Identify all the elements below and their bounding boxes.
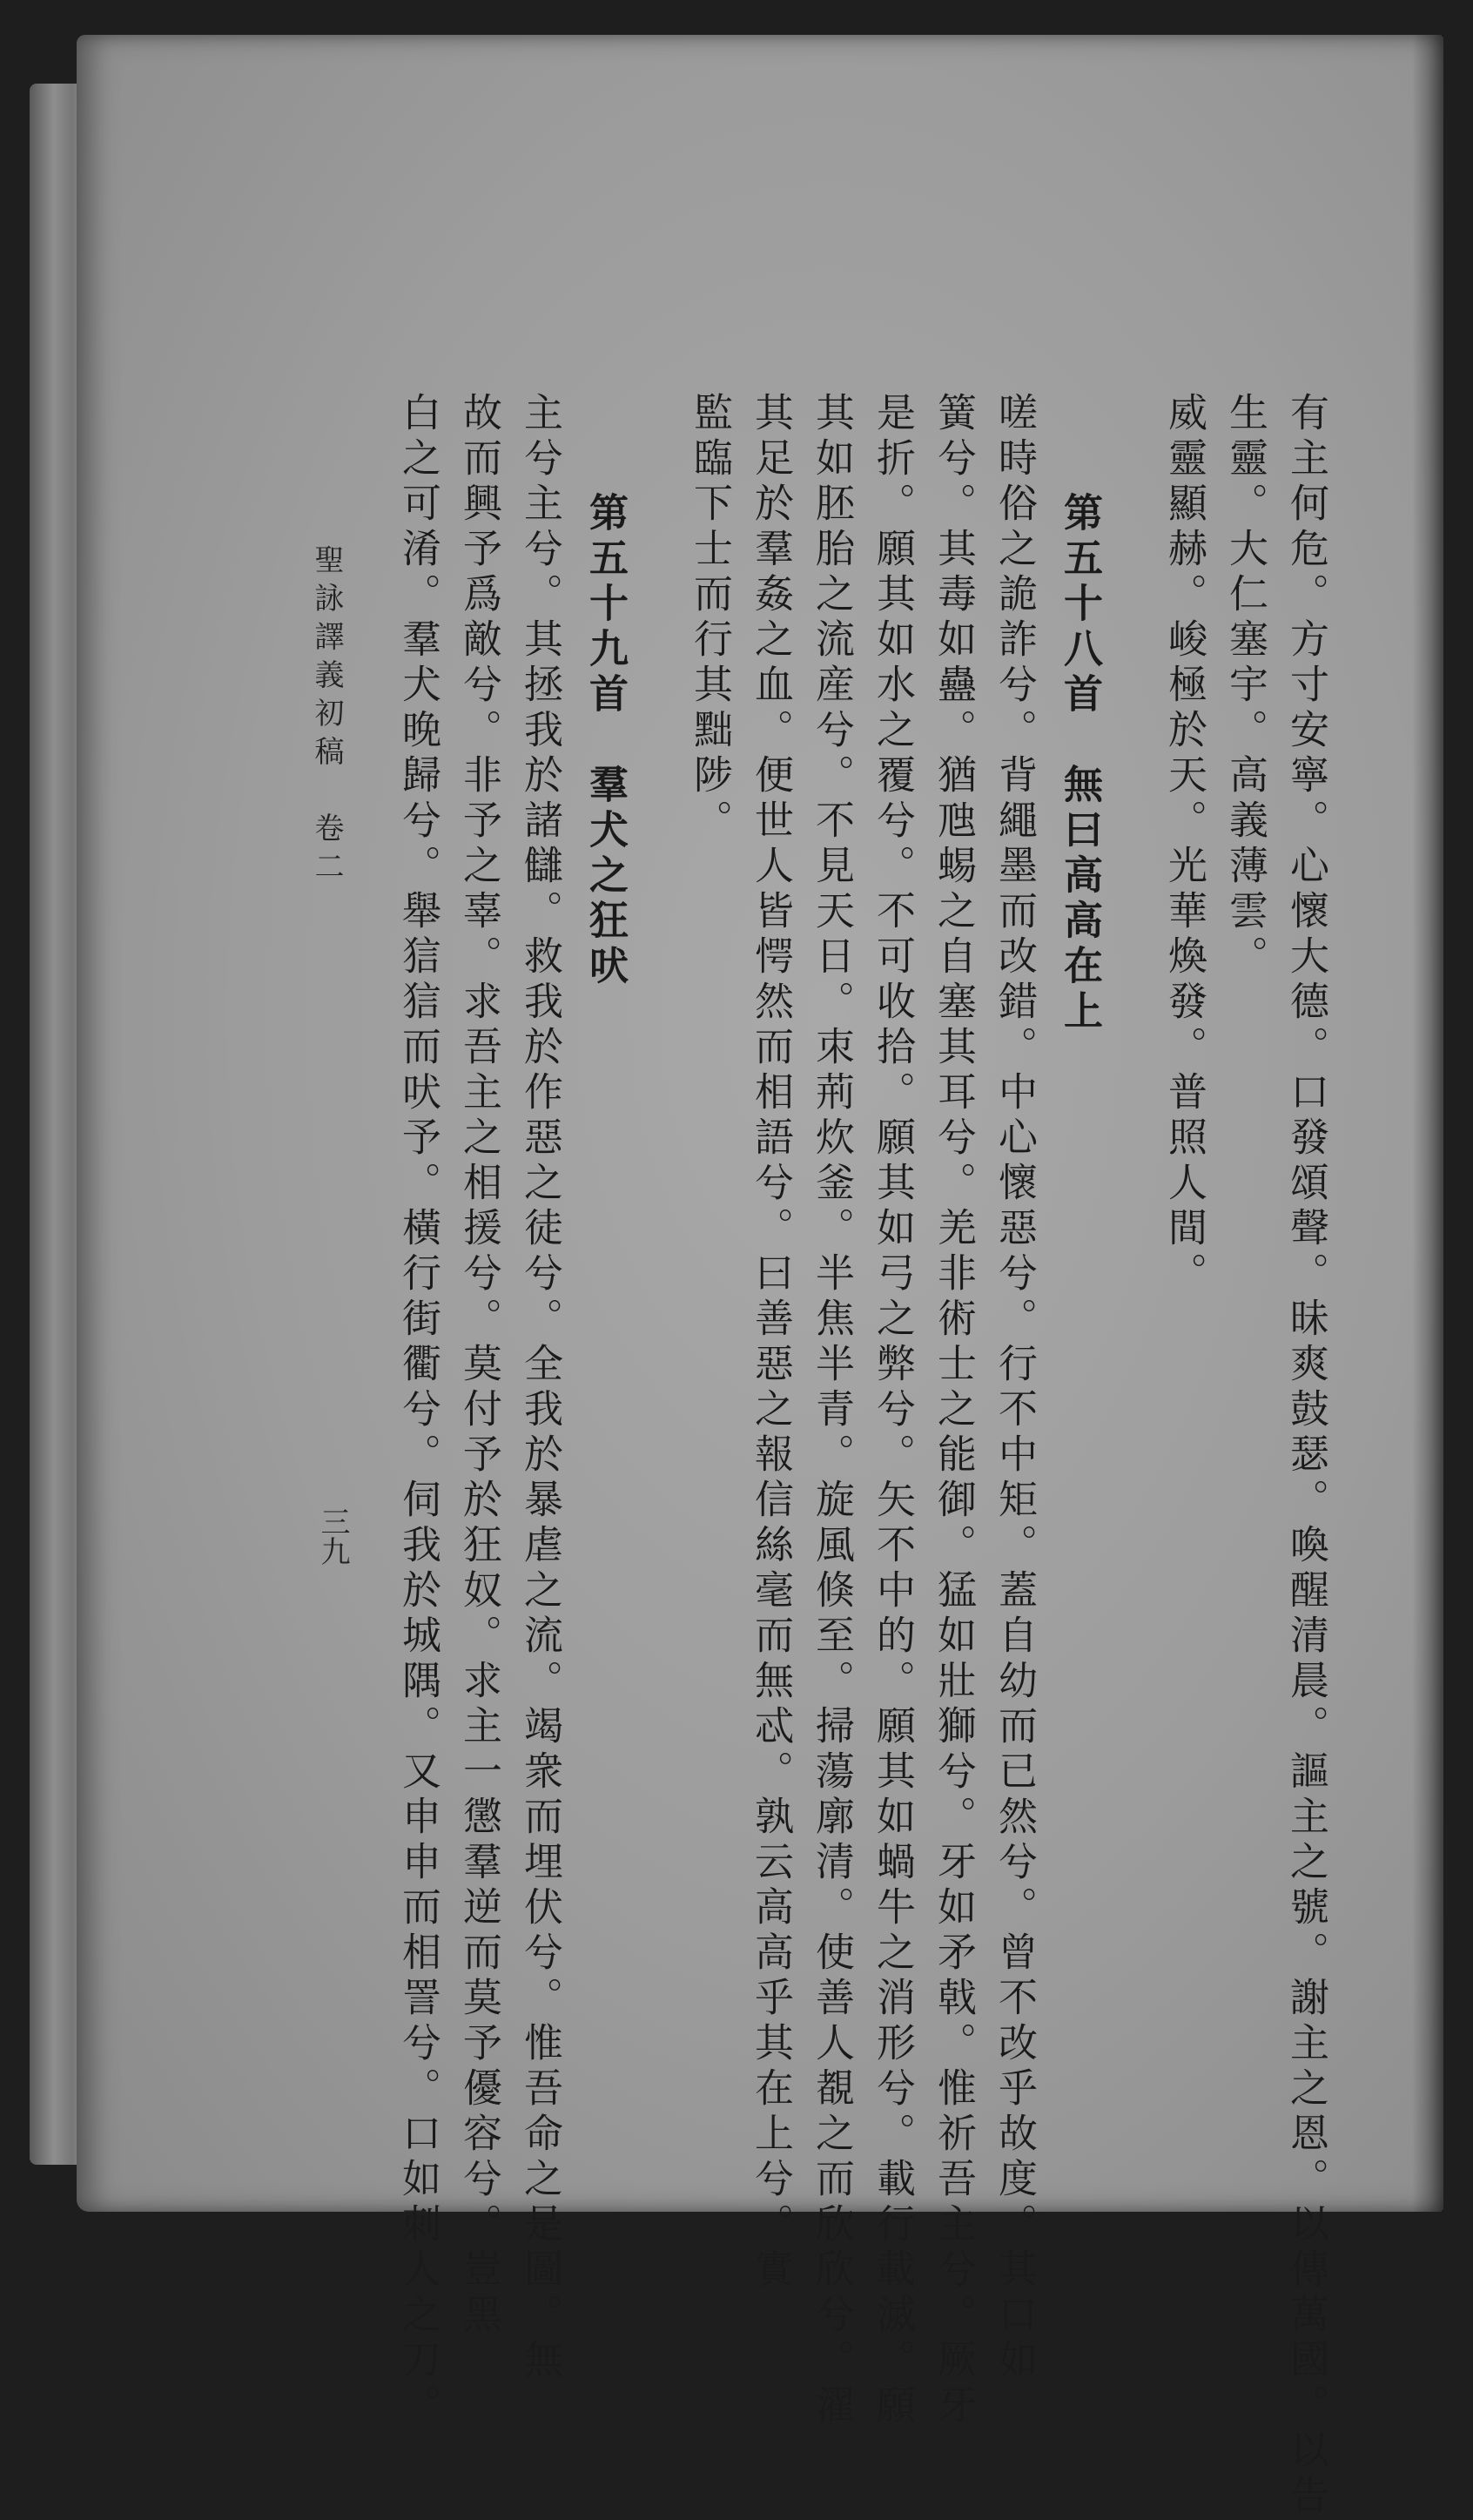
poem57-line-2: 生靈。大仁塞宇。高義薄雲。	[1222, 392, 1268, 980]
poem58-line-3: 是折。願其如水之覆兮。不可收拾。願其如弓之弊兮。矢不中的。願其如蝸牛之消形兮。載行載滅。願	[870, 392, 916, 2429]
poem59-line-1: 主兮主兮。其拯我於諸讎。救我於作惡之徒兮。全我於暴虐之流。竭衆而埋伏兮。惟吾命之是圖。無	[517, 392, 563, 2384]
poem58-line-2: 簧兮。其毒如蠱。猶虺蜴之自塞其耳兮。羌非術士之能御。猛如壯獅兮。牙如矛戟。惟祈吾主兮。厥牙	[931, 392, 977, 2429]
poem58-line-6: 監臨下士而行其黜陟。	[687, 392, 733, 845]
poem58-line-4: 其如胚胎之流産兮。不見天日。朿荊炊釜。半焦半青。旋風倏至。掃蕩廓清。使善人覩之而欣欣兮。濯	[809, 392, 855, 2429]
poem57-line-3: 威靈顯赫。峻極於天。光華煥發。普照人間。	[1161, 392, 1207, 1297]
running-title: 聖詠譯義初稿 卷二	[309, 544, 344, 889]
page-gutter-shadow	[1412, 35, 1443, 2212]
poem58-line-5: 其足於羣姦之血。便世人皆愕然而相語兮。曰善惡之報信絲毫而無忒。孰云高高乎其在上兮。實	[748, 392, 794, 2294]
poem57-line-1: 有主何危。方寸安寧。心懷大德。口發頌聲。昧爽鼓瑟。喚醒清晨。謳主之號。謝主之恩。以傳萬國。以告	[1283, 392, 1329, 2520]
book-page	[77, 35, 1443, 2520]
poem59-line-2: 故而興予爲敵兮。非予之辜。求吾主之相援兮。莫付予於狂奴。求主一懲羣逆而莫予優容兮。豈黑	[456, 392, 502, 2339]
poem59-line-3: 白之可淆。羣犬晚歸兮。舉狺狺而吠予。橫行街衢兮。伺我於城隅。又申申而相詈兮。口如刺人之刀。	[395, 392, 441, 2429]
poem58-line-1: 嗟時俗之詭詐兮。背繩墨而改錯。中心懷惡兮。行不中矩。蓋自幼而已然兮。曾不改乎故度。其口如	[992, 392, 1038, 2384]
poem59-heading: 第五十九首 羣犬之狂吠	[582, 492, 629, 990]
page-number: 三九	[315, 1506, 350, 1566]
poem58-heading: 第五十八首 無曰高高在上	[1057, 492, 1103, 1035]
